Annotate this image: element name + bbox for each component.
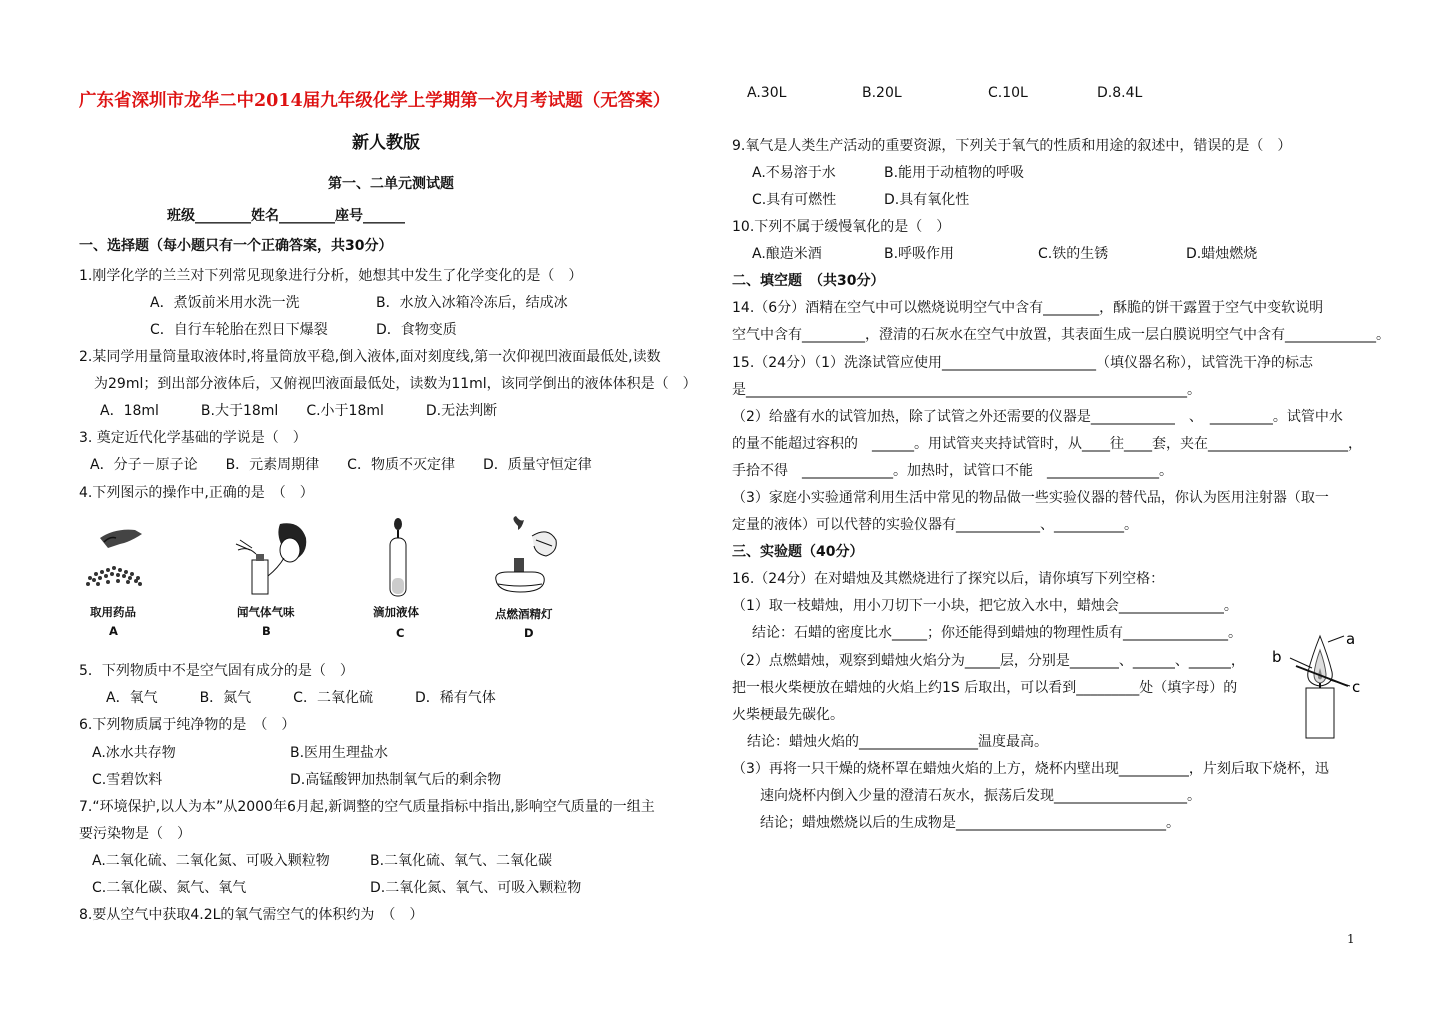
q7-option-a: A.二氧化硫、二氧化氮、可吸入颗粒物 bbox=[92, 853, 330, 869]
q16-part-2: （2）点燃蜡烛，观察到蜡烛火焰分为_____层，分别是_______、______、______， bbox=[732, 653, 1245, 669]
fig-caption-d: 点燃酒精灯 bbox=[495, 607, 553, 621]
question-7-line-2: 要污染物是（ ） bbox=[79, 826, 191, 842]
exam-subtitle: 新人教版 bbox=[352, 133, 420, 153]
candle-label-a: a bbox=[1346, 630, 1356, 648]
question-15-line-2: 是_______________________________________________________________。 bbox=[732, 382, 1201, 398]
fig-letter-c: C bbox=[396, 626, 405, 640]
q7-option-d: D.二氧化氮、氧气、可吸入颗粒物 bbox=[370, 880, 582, 896]
q16-part-2-line-3: 火柴梗最先碳化。 bbox=[732, 707, 844, 723]
unit-title: 第一、二单元测试题 bbox=[328, 176, 454, 192]
fig-caption-c: 滴加液体 bbox=[373, 605, 419, 619]
q16-part-2-conclusion: 结论：蜡烛火焰的_________________温度最高。 bbox=[747, 734, 1048, 750]
exam-title: 广东省深圳市龙华二中2014届九年级化学上学期第一次月考试题（无答案） bbox=[79, 91, 671, 111]
question-16: 16.（24分）在对蜡烛及其燃烧进行了探究以后，请你填写下列空格： bbox=[732, 571, 1165, 587]
question-15-line-6: （3）家庭小实验通常利用生活中常见的物品做一些实验仪器的替代品，你认为医用注射器（取一 bbox=[732, 490, 1329, 506]
alcohol-lamp-figure bbox=[488, 516, 568, 598]
q16-part-1-conclusion: 结论：石蜡的密度比水_____；你还能得到蜡烛的物理性质有_______________。 bbox=[752, 625, 1242, 641]
q10-option-a: A.酿造米酒 bbox=[752, 246, 822, 262]
question-15-line-5: 手拾不得 _____________。加热时，试管口不能 ________________。 bbox=[732, 463, 1173, 479]
question-3: 3. 奠定近代化学基础的学说是（ ） bbox=[79, 430, 307, 446]
question-15-line-1: 15.（24分）（1）洗涤试管应使用______________________（填仪器名称），试管洗干净的标志 bbox=[732, 355, 1313, 371]
fig-caption-a: 取用药品 bbox=[90, 605, 136, 619]
q9-option-a: A.不易溶于水 bbox=[752, 165, 836, 181]
q8-option-b: B.20L bbox=[862, 85, 902, 101]
fig-caption-b: 闻气体气味 bbox=[237, 605, 295, 619]
q10-option-c: C.铁的生锈 bbox=[1038, 246, 1109, 262]
question-15-line-4: 的量不能超过容积的 ______。用试管夹夹持试管时，从____往____套，夹在____________________， bbox=[732, 436, 1362, 452]
candle-flame-figure bbox=[1268, 628, 1378, 740]
fig-letter-d: D bbox=[524, 626, 534, 640]
q1-option-a: A．煮饭前米用水洗一洗 bbox=[150, 295, 300, 311]
student-info: 班级________姓名________座号______ bbox=[167, 208, 405, 224]
question-2-line-2: 为29ml；到出部分液体后，又俯视凹液面最低处，读数为11ml，该同学倒出的液体体积是（ ） bbox=[94, 376, 697, 392]
q5-options: A．氧气 B．氮气 C．二氧化硫 D．稀有气体 bbox=[106, 690, 496, 706]
question-4: 4.下列图示的操作中,正确的是 （ ） bbox=[79, 485, 314, 501]
q9-option-b: B.能用于动植物的呼吸 bbox=[884, 165, 1025, 181]
q7-option-c: C.二氧化碳、氮气、氧气 bbox=[92, 880, 247, 896]
q8-option-c: C.10L bbox=[988, 85, 1028, 101]
q9-option-d: D.具有氧化性 bbox=[884, 192, 970, 208]
q10-option-d: D.蜡烛燃烧 bbox=[1186, 246, 1258, 262]
q16-part-3-conclusion: 结论；蜡烛燃烧以后的生成物是______________________________。 bbox=[760, 815, 1180, 831]
question-15-line-7: 定量的液体）可以代替的实验仪器有____________、__________。 bbox=[732, 517, 1138, 533]
page-number: 1 bbox=[1347, 932, 1355, 946]
fig-letter-a: A bbox=[109, 624, 118, 638]
candle-label-c: c bbox=[1352, 678, 1361, 696]
question-10: 10.下列不属于缓慢氧化的是（ ） bbox=[732, 219, 951, 235]
question-5: 5．下列物质中不是空气固有成分的是（ ） bbox=[79, 663, 354, 679]
section-choice-heading: 一、选择题（每小题只有一个正确答案，共30分） bbox=[79, 238, 393, 254]
q6-option-a: A.冰水共存物 bbox=[92, 745, 176, 761]
dropper-figure bbox=[378, 518, 428, 598]
candle-label-b: b bbox=[1272, 648, 1282, 666]
q1-option-b: B．水放入冰箱冷冻后，结成冰 bbox=[376, 295, 568, 311]
question-14-line-1: 14.（6分）酒精在空气中可以燃烧说明空气中含有________，酥脆的饼干露置于空气中变软说明 bbox=[732, 300, 1324, 316]
q3-options: A．分子－原子论 B．元素周期律 C．物质不灭定律 D．质量守恒定律 bbox=[90, 457, 592, 473]
q8-option-d: D.8.4L bbox=[1097, 85, 1143, 101]
q2-options: A．18ml B.大于18ml C.小于18ml D.无法判断 bbox=[100, 403, 498, 419]
question-1: 1.刚学化学的兰兰对下列常见现象进行分析，她想其中发生了化学变化的是（ ） bbox=[79, 268, 583, 284]
q16-part-2-line-2: 把一根火柴梗放在蜡烛的火焰上约1S 后取出，可以看到_________处（填字母）的 bbox=[732, 680, 1238, 696]
question-7-line-1: 7.“环境保护,以人为本”从2000年6月起,新调整的空气质量指标中指出,影响空气质量的一组主 bbox=[79, 799, 655, 815]
q16-part-3: （3）再将一只干燥的烧杯罩在蜡烛火焰的上方，烧杯内壁出现__________，片刻后取下烧杯，迅 bbox=[732, 761, 1329, 777]
take-reagent-figure bbox=[80, 518, 160, 596]
q10-option-b: B.呼吸作用 bbox=[884, 246, 955, 262]
smell-gas-figure bbox=[228, 520, 318, 598]
question-15-line-3: （2）给盛有水的试管加热，除了试管之外还需要的仪器是____________ 、 _________。试管中水 bbox=[732, 409, 1343, 425]
question-8: 8.要从空气中获取4.2L的氧气需空气的体积约为 （ ） bbox=[79, 907, 424, 923]
q6-option-d: D.高锰酸钾加热制氧气后的剩余物 bbox=[290, 772, 502, 788]
q1-option-c: C．自行车轮胎在烈日下爆裂 bbox=[150, 322, 328, 338]
q8-option-a: A.30L bbox=[747, 85, 787, 101]
q7-option-b: B.二氧化硫、氧气、二氧化碳 bbox=[370, 853, 553, 869]
q1-option-d: D．食物变质 bbox=[376, 322, 457, 338]
question-2-line-1: 2.某同学用量筒量取液体时,将量筒放平稳,倒入液体,面对刻度线,第一次仰视凹液面最低处,读数 bbox=[79, 349, 661, 365]
q6-option-b: B.医用生理盐水 bbox=[290, 745, 389, 761]
question-9: 9.氧气是人类生产活动的重要资源，下列关于氧气的性质和用途的叙述中，错误的是（ ） bbox=[732, 138, 1292, 154]
section-fill-heading: 二、填空题 （共30分） bbox=[732, 273, 885, 289]
fig-letter-b: B bbox=[262, 624, 271, 638]
question-14-line-2: 空气中含有_________，澄清的石灰水在空气中放置，其表面生成一层白膜说明空气中含有_____________。 bbox=[732, 327, 1390, 343]
q16-part-1: （1）取一枝蜡烛，用小刀切下一小块，把它放入水中，蜡烛会_______________。 bbox=[732, 598, 1238, 614]
section-experiment-heading: 三、实验题（40分） bbox=[732, 544, 864, 560]
q9-option-c: C.具有可燃性 bbox=[752, 192, 837, 208]
q6-option-c: C.雪碧饮料 bbox=[92, 772, 163, 788]
question-6: 6.下列物质属于纯净物的是 （ ） bbox=[79, 717, 296, 733]
q16-part-3-line-2: 速向烧杯内倒入少量的澄清石灰水，振荡后发现___________________。 bbox=[760, 788, 1201, 804]
